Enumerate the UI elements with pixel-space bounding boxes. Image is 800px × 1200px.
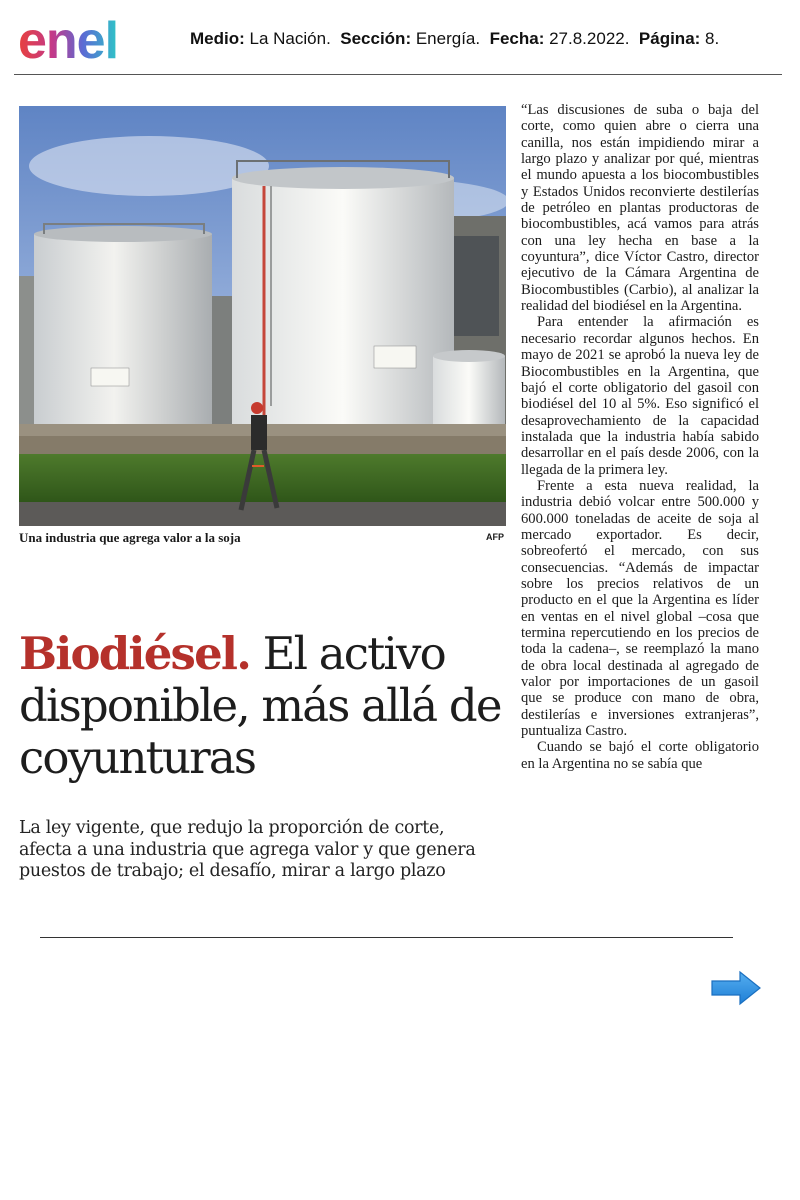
- article-photo: [19, 106, 506, 526]
- article-paragraph-2: Para entender la afirmación es necesario recordar algunos hechos. En mayo de 2021 se aprobó la nueva ley de Biocombustibles en la Argentina, que bajó el corte obligatorio del gasoil con biodiésel del 10 al 5%. Eso significó el desaprovechamiento de la capacidad instalada que la industria había sabido desarrollar en el país desde 2006, con la llegada de la primera ley.: [521, 314, 759, 478]
- header-divider: [14, 74, 782, 75]
- pagina-label: Página:: [638, 29, 701, 48]
- arrow-right-icon[interactable]: [710, 970, 762, 1006]
- article-deck: La ley vigente, que redujo la proporción de corte, afecta a una industria que agrega valor y que genera puestos de trabajo; el desafío, mirar a largo plazo: [19, 818, 476, 881]
- caption-text: Una industria que agrega valor a la soja: [19, 530, 241, 545]
- article-body: [521, 102, 759, 892]
- article-paragraph-3: Frente a esta nueva realidad, la industria debió volcar entre 500.000 y 600.000 toneladas de aceite de soja al mercado exportador. Es decir, sobreofertó el mercado, con sus consecuencias. “Además de impactar sobre los precios relativos de un producto en el que la Argentina es líder en ventas en el nivel global –cosa que termina repercutiendo en los precios de toda la cadena–, se reemplazó la mano de obra local destinada al agregado de valor por importaciones de un gasoil que se produce con mano de obra, destilerías e inversiones extranjeras”, puntualiza Castro.: [521, 477, 759, 740]
- footer-divider-left: [40, 937, 386, 938]
- fecha-value: 27.8.2022.: [549, 29, 630, 48]
- source-metadata: [190, 29, 719, 49]
- pagina-value: 8.: [705, 29, 720, 48]
- photo-caption: [19, 530, 506, 550]
- seccion-value: Energía.: [415, 29, 481, 48]
- headline-title: El activo disponible, más allá de coyunturas: [19, 627, 501, 784]
- enel-logo: [18, 8, 170, 66]
- footer-divider-right: [386, 937, 733, 938]
- svg-text:enel: enel: [18, 12, 119, 66]
- seccion-label: Sección:: [340, 29, 412, 48]
- headline-kicker: Biodiésel.: [19, 627, 251, 680]
- medio-label: Medio:: [190, 29, 245, 48]
- medio-value: La Nación.: [249, 29, 331, 48]
- photo-credit: AFP: [486, 532, 504, 542]
- headline: [19, 628, 509, 784]
- article-paragraph-1: “Las discusiones de suba o baja del corte, como quien abre o cierra una canilla, nos están impidiendo mirar a largo plazo y analizar por qué, mientras el mundo apuesta a los biocombustibles y Estados Unidos reconvierte destilerías de petróleo en plantas productoras de biocombustibles, acá vamos para atrás con una ley hecha en base a la coyuntura”, dice Víctor Castro, director ejecutivo de la Cámara Argentina de Biocombustibles (Carbio), al analizar la realidad del biodiésel en la Argentina.: [521, 102, 759, 315]
- fecha-label: Fecha:: [489, 29, 545, 48]
- article-paragraph-4: Cuando se bajó el corte obligatorio en la Argentina no se sabía que: [521, 739, 759, 772]
